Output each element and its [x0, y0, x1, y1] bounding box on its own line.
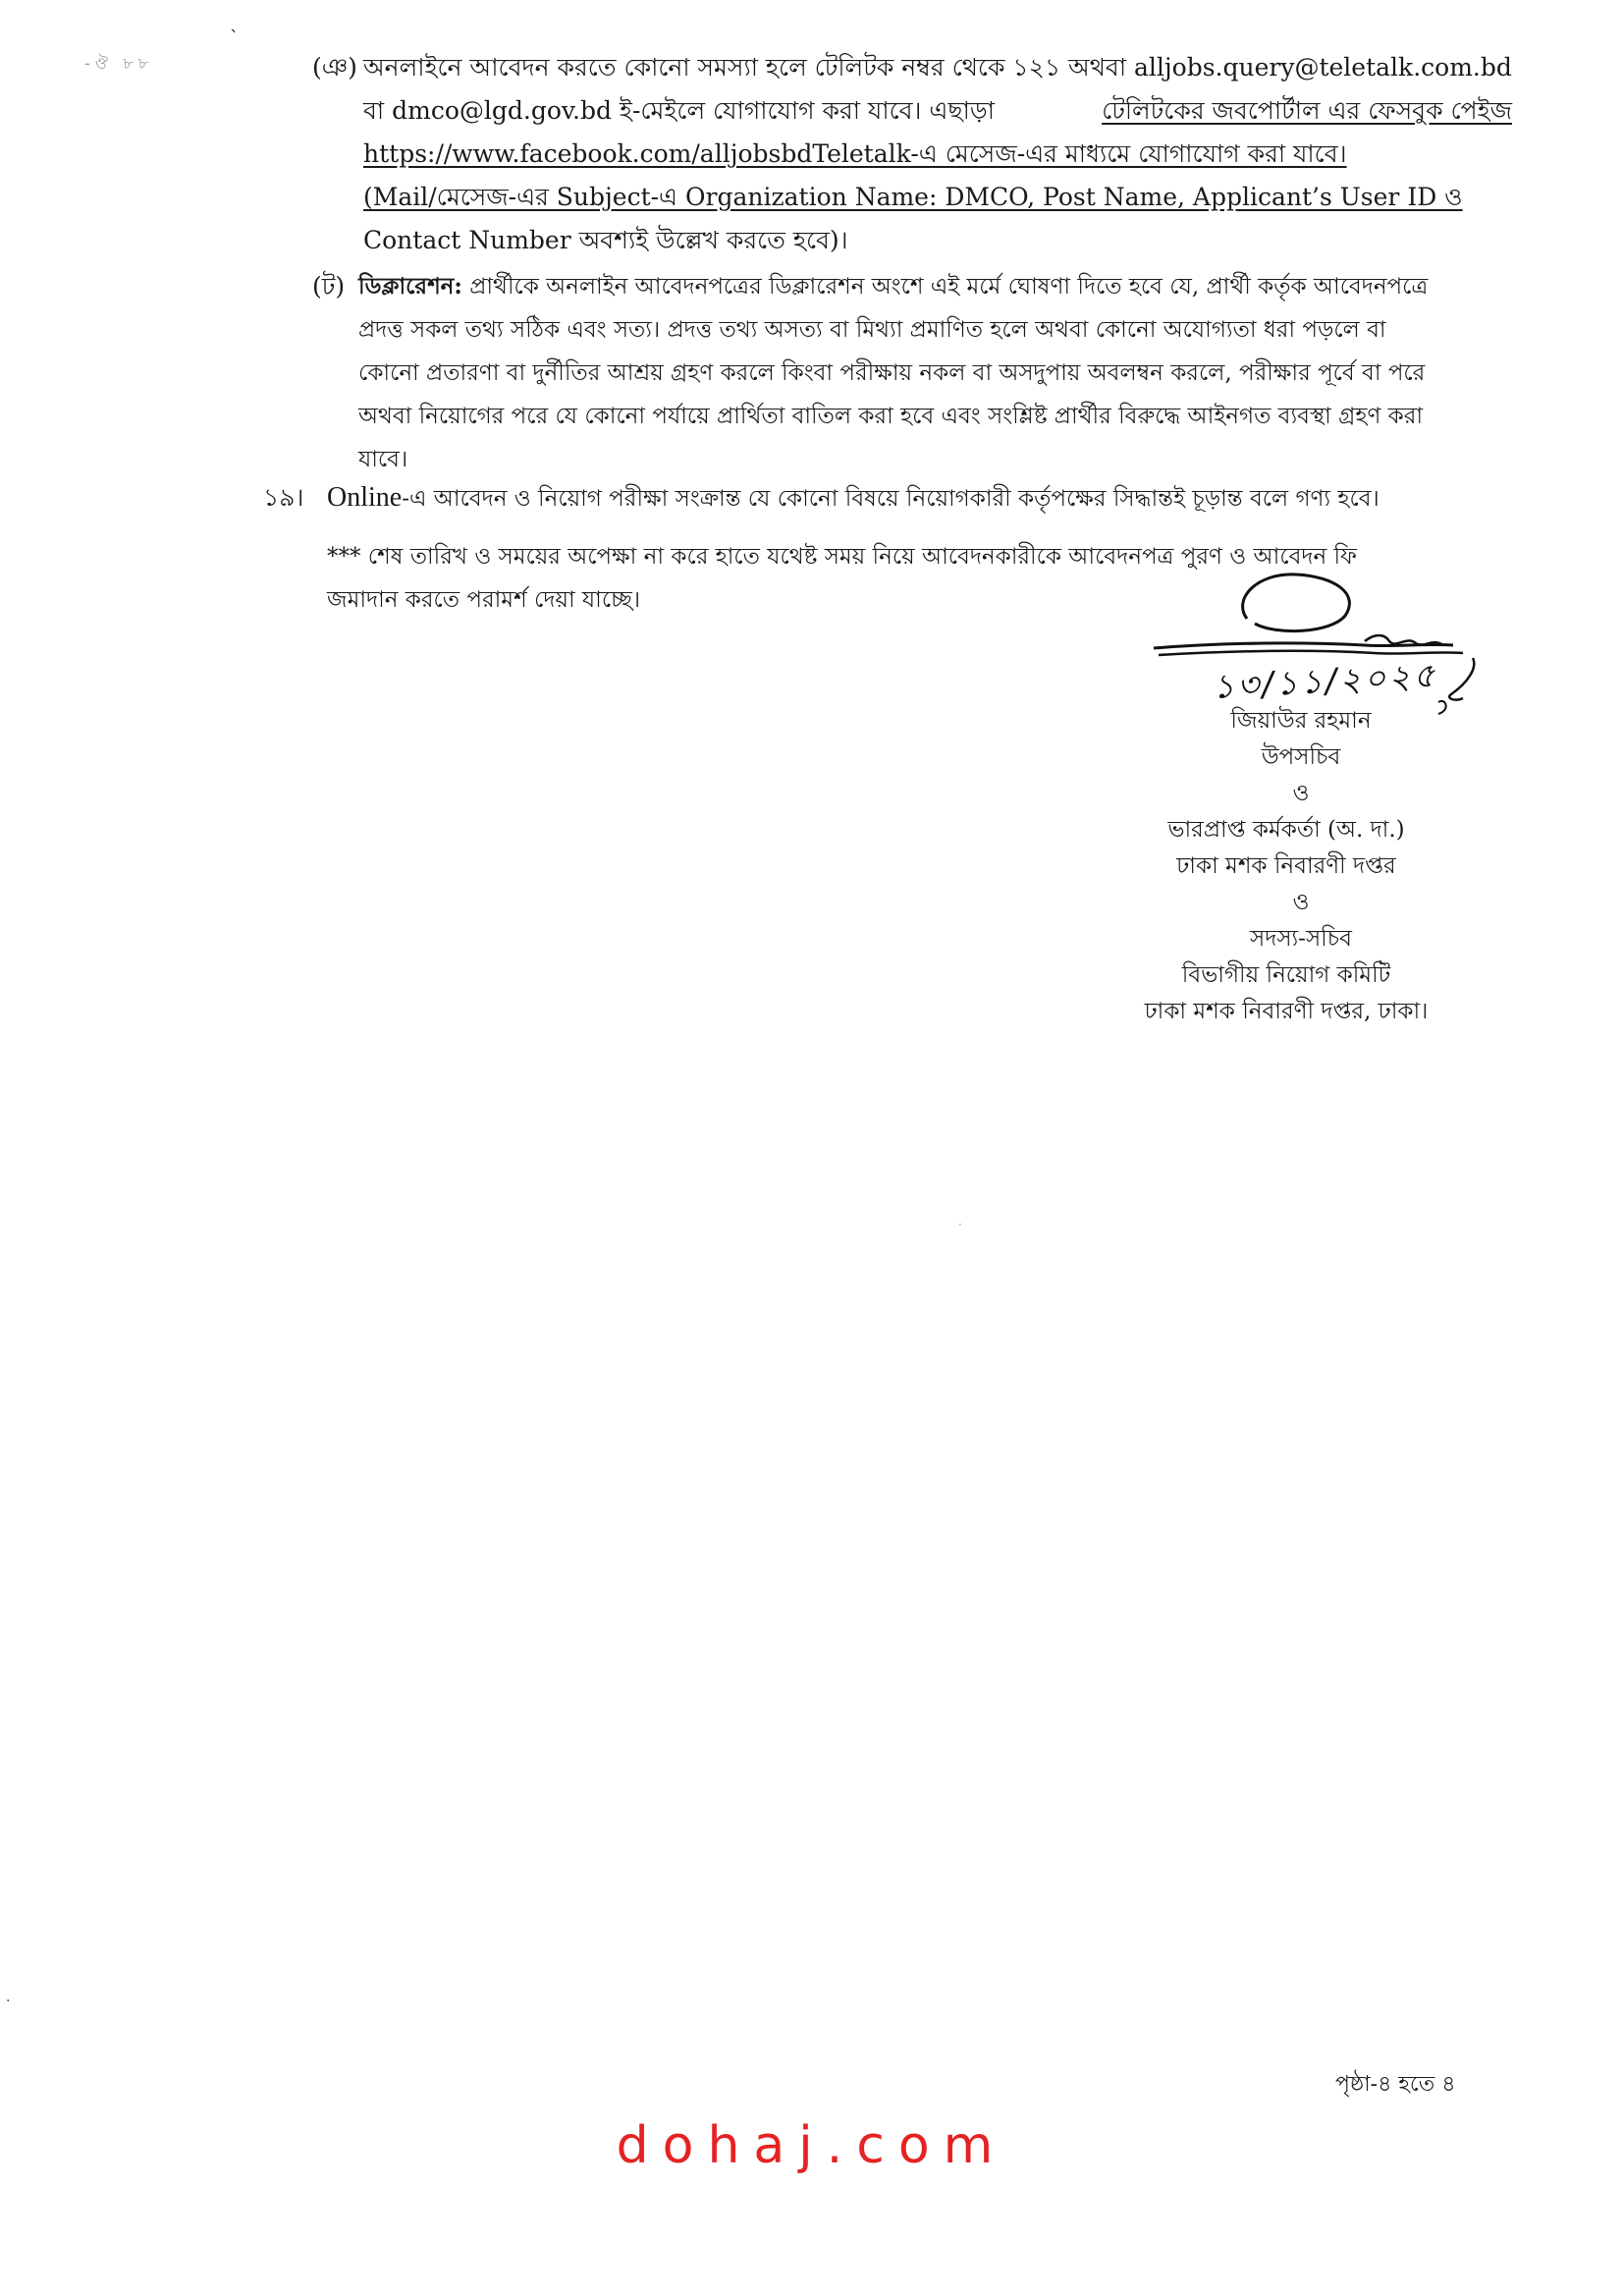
item-nya-body	[363, 46, 1512, 262]
item-ta-line-2: প্রদত্ত সকল তথ্য সঠিক এবং সত্য। প্রদত্ত তথ্য অসত্য বা মিথ্যা প্রমাণিত হলে অথবা কোনো অযোগ্যতা ধরা পড়লে বা	[358, 317, 1386, 343]
watermark-text: dohaj.com	[616, 2116, 1007, 2175]
scan-speck: - ঔ ৮ ৮	[84, 54, 149, 73]
page-number: পৃষ্ঠা-৪ হতে ৪	[1335, 2072, 1456, 2097]
note-line-2: জমাদান করতে পরামর্শ দেয়া যাচ্ছে।	[327, 587, 641, 613]
item-ta-marker: (ট)	[312, 272, 346, 301]
item-ta-line-1: ডিক্লারেশন: প্রার্থীকে অনলাইন আবেদনপত্রের ডিক্লারেশন অংশে এই মর্মে ঘোষণা দিতে হবে যে, প্রার্থী কর্তৃক আবেদনপত্রে	[358, 273, 1429, 300]
note-line-1: *** শেষ তারিখ ও সময়ের অপেক্ষা না করে হাতে যথেষ্ট সময় নিয়ে আবেদনকারীকে আবেদনপত্র পুরণ ও আবেদন ফি	[327, 544, 1357, 570]
item-ta-line-5: যাবে।	[358, 447, 408, 472]
signatory-role-1: ভারপ্রাপ্ত কর্মকর্তা (অ. দা.)	[1167, 817, 1405, 843]
signatory-designation: উপসচিব	[1261, 744, 1341, 770]
signatory-office-2: ঢাকা মশক নিবারণী দপ্তর, ঢাকা।	[1144, 999, 1429, 1024]
item-nya-line-4: (Mail/মেসেজ-এর Subject-এ Organization Name: DMCO, Post Name, Applicant’s User ID ও	[363, 183, 1463, 211]
item-ta-line-3: কোনো প্রতারণা বা দুর্নীতির আশ্রয় গ্রহণ করলে কিংবা পরীক্ষায় নকল বা অসদুপায় অবলম্বন করলে, পরীক্ষার পূর্বে বা পরে	[358, 360, 1426, 386]
item-ta-line-4: অথবা নিয়োগের পরে যে কোনো পর্যায়ে প্রার্থিতা বাতিল করা হবে এবং সংশ্লিষ্ট প্রার্থীর বিরুদ্ধে আইনগত ব্যবস্থা গ্রহণ করা	[358, 404, 1424, 429]
signatory-role-2: সদস্য-সচিব	[1250, 926, 1352, 952]
item-nya-line-1: অনলাইনে আবেদন করতে কোনো সমস্যা হলে টেলিটক নম্বর থেকে ১২১ অথবা alljobs.query@teletalk.com.bd	[363, 53, 1512, 82]
signatory-committee: বিভাগীয় নিয়োগ কমিটি	[1181, 962, 1391, 988]
item-19-body	[327, 476, 1515, 520]
item-nya-line-3: https://www.facebook.com/alljobsbdTeletalk-এ মেসেজ-এর মাধ্যমে যোগাযোগ করা যাবে।	[363, 139, 1347, 168]
signature-block	[1041, 703, 1532, 1030]
conjunction-2: ও	[1292, 890, 1310, 915]
scan-speck: ·	[6, 1994, 11, 2009]
item-19-line: Online-এ আবেদন ও নিয়োগ পরীক্ষা সংক্রান্ত যে কোনো বিষয়ে নিয়োগকারী কর্তৃপক্ষের সিদ্ধান্তই চূড়ান্ত বলে গণ্য হবে।	[327, 482, 1380, 513]
handwritten-date: ১৩/১১/২০২৫	[1211, 656, 1439, 707]
item-ta-body	[358, 265, 1512, 481]
item-nya-marker: (ঞ)	[312, 53, 357, 82]
item-nya-line-5: Contact Number অবশ্যই উল্লেখ করতে হবে)।	[363, 226, 848, 254]
item-19-marker: ১৯।	[263, 483, 304, 512]
declaration-heading: ডিক্লারেশন:	[358, 273, 462, 300]
signatory-office-1: ঢাকা মশক নিবারণী দপ্তর	[1176, 853, 1396, 879]
item-nya-line-2: বা dmco@lgd.gov.bd ই-মেইলে যোগাযোগ করা যাবে। এছাড়া টেলিটকের জবপোর্টাল এর ফেসবুক পেইজ	[363, 96, 1512, 125]
signatory-name: জিয়াউর রহমান	[1230, 708, 1372, 734]
conjunction-1: ও	[1292, 781, 1310, 806]
scan-speck: `	[230, 27, 239, 48]
scan-speck: ·	[958, 1218, 962, 1231]
